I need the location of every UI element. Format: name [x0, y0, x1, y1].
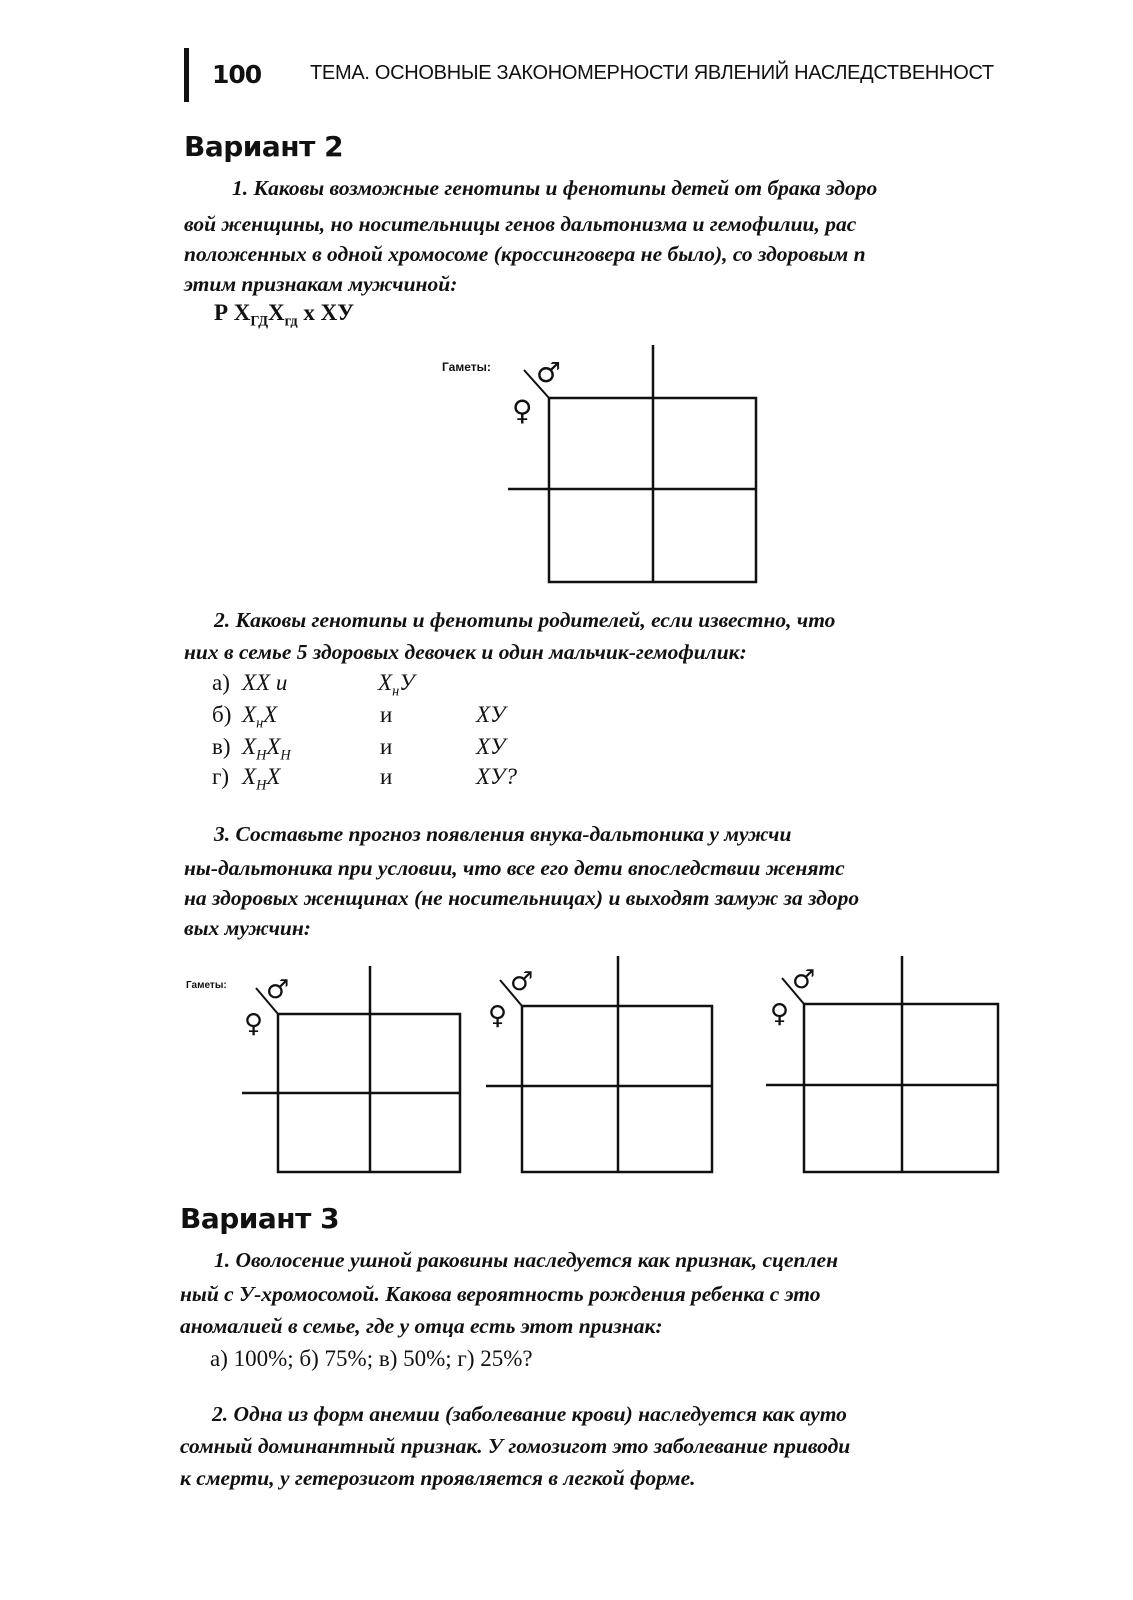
female-icon: ♀ [244, 1009, 264, 1039]
v2-task2-line: 2. Каковы генотипы и фенотипы родителей, если известно, что [214, 608, 836, 632]
v2-task3-line: на здоровых женщинах (не носительницах) и выходят замуж за здоро [184, 886, 860, 910]
female-icon: ♀ [512, 394, 533, 427]
running-title: ТЕМА. ОСНОВНЫЕ ЗАКОНОМЕРНОСТИ ЯВЛЕНИЙ НАСЛЕДСТВЕННОСТ [310, 62, 994, 84]
v3-task2-line: к смерти, у гетерозигот проявляется в легкой форме. [180, 1466, 696, 1490]
punnett-grid [500, 340, 770, 590]
page-number: 100 [212, 60, 262, 89]
gametes-label: Гаметы: [442, 360, 491, 374]
punnett-grid [762, 952, 1006, 1174]
v3-task2-line: 2. Одна из форм анемии (заболевание крови) наследуется как ауто [212, 1402, 847, 1426]
answer-option: а) ХХ и $Х_нУ$ [212, 670, 415, 700]
female-icon: ♀ [770, 999, 790, 1029]
answer-option: г) $Х_НХ$ и ХУ? [212, 764, 518, 794]
v2-task3-line: 3. Составьте прогноз появления внука-дальтоника у мужчи [214, 822, 792, 846]
male-icon: ♂ [510, 967, 534, 997]
punnett-grid [480, 952, 720, 1174]
answer-option: в) $Х_НХ_Н$ и ХУ [212, 734, 506, 764]
v2-task1-line: вой женщины, но носительницы генов дальтонизма и гемофилии, рас [184, 212, 857, 236]
v3-task1-line: аномалией в семье, где у отца есть этот признак: [180, 1314, 663, 1338]
v3-task1-line: 1. Оволосение ушной раковины наследуется как признак, сцеплен [214, 1248, 839, 1272]
female-icon: ♀ [488, 1001, 508, 1031]
gametes-label: Гаметы: [186, 980, 227, 991]
v2-task1-line: положенных в одной хромосоме (кроссинговера не было), со здоровым п [184, 242, 866, 266]
v2-task1-line: 1. Каковы возможные генотипы и фенотипы детей от брака здоро [232, 176, 878, 200]
punnett-grid [236, 960, 476, 1180]
v2-task3-line: ны-дальтоника при условии, что все его дети впоследствии женятс [184, 856, 845, 880]
v3-task2-line: сомный доминантный признак. У гомозигот это заболевание приводи [180, 1434, 851, 1458]
male-icon: ♂ [536, 356, 562, 389]
v2-task2-line: них в семье 5 здоровых девочек и один мальчик-гемофилик: [184, 640, 747, 664]
variant-3-title: Вариант 3 [180, 1202, 340, 1235]
variant-2-title: Вариант 2 [184, 130, 344, 163]
male-icon: ♂ [266, 975, 290, 1005]
v3-task1-line: ный с У-хромосомой. Какова вероятность рождения ребенка с это [180, 1282, 821, 1306]
v2-cross-formula: Р $Х_{ГД}Х_{гд}$ х ХУ [214, 300, 355, 330]
v2-task1-line: этим признакам мужчиной: [184, 272, 458, 296]
header-rule [184, 48, 189, 102]
v2-task3-line: вых мужчин: [184, 916, 311, 940]
v3-task1-answers: а) 100%; б) 75%; в) 50%; г) 25%? [210, 1346, 533, 1371]
male-icon: ♂ [792, 965, 816, 995]
answer-option: б) $Х_нХ$ и ХУ [212, 702, 506, 732]
